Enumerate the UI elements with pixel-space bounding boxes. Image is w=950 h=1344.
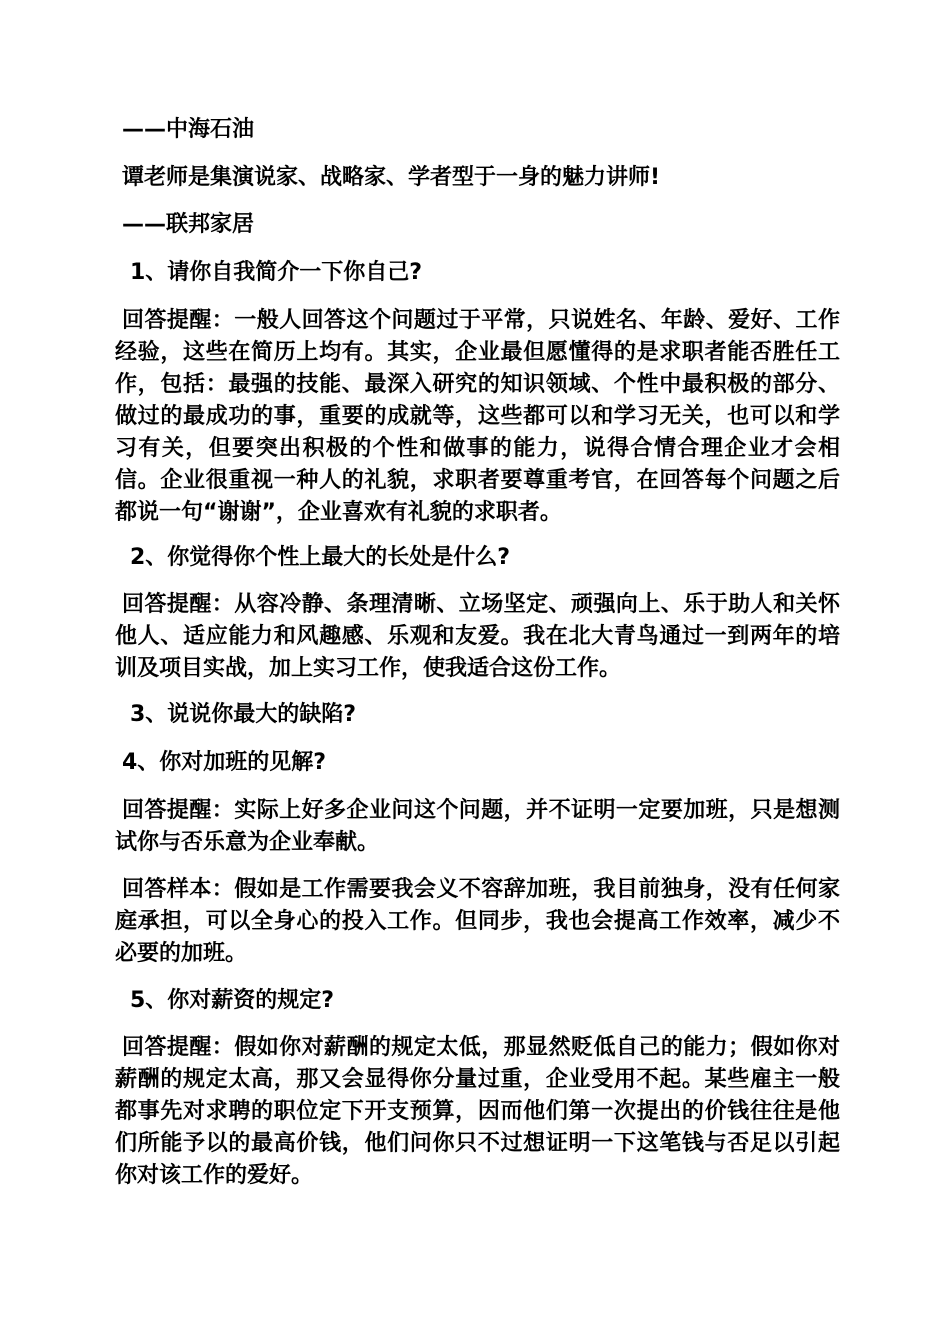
- question-3: 3、说说你最大的缺陷?: [130, 702, 357, 727]
- question-1: 1、请你自我简介一下你自己?: [130, 260, 423, 285]
- answer-reminder-5: 回答提醒：假如你对薪酬的规定太低，那显然贬低自己的能力；假如你对薪酬的规定太高，那又会显得你分量过重，企业受用不起。某些雇主一般都事先对求聘的职位定下开支预算，因而他们第一次提出的价钱往往是他们所能予以的最高价钱，他们问你只不过想证明一下这笔钱与否足以引起你对该工作的爱好。: [115, 1035, 840, 1188]
- answer-sample-4: 回答样本：假如是工作需要我会义不容辞加班，我目前独身，没有任何家庭承担，可以全身心的投入工作。但同步，我也会提高工作效率，减少不必要的加班。: [115, 877, 840, 966]
- testimonial-text: 谭老师是集演说家、战略家、学者型于一身的魅力讲师!: [122, 165, 661, 190]
- answer-reminder-4: 回答提醒：实际上好多企业问这个问题，并不证明一定要加班，只是想测试你与否乐意为企业奉献。: [115, 798, 840, 855]
- answer-reminder-1: 回答提醒：一般人回答这个问题过于平常，只说姓名、年龄、爱好、工作经验，这些在简历上均有。其实，企业最但愿懂得的是求职者能否胜任工作，包括：最强的技能、最深入研究的知识领域、个性中最积极的部分、做过的最成功的事，重要的成就等，这些都可以和学习无关，也可以和学习有关，但要突出积极的个性和做事的能力，说得合情合理企业才会相信。企业很重视一种人的礼貌，求职者要尊重考官，在回答每个问题之后都说一句“谢谢”，企业喜欢有礼貌的求职者。: [115, 308, 840, 525]
- attribution-cnooc: ——中海石油: [122, 117, 255, 142]
- question-4: 4、你对加班的见解?: [122, 750, 327, 775]
- question-5: 5、你对薪资的规定?: [130, 988, 335, 1013]
- question-2: 2、你觉得你个性上最大的长处是什么?: [130, 545, 511, 570]
- attribution-lianbang: ——联邦家居: [122, 212, 255, 237]
- answer-reminder-2: 回答提醒：从容冷静、条理清晰、立场坚定、顽强向上、乐于助人和关怀他人、适应能力和风趣感、乐观和友爱。我在北大青鸟通过一到两年的培训及项目实战，加上实习工作，使我适合这份工作。: [115, 592, 840, 681]
